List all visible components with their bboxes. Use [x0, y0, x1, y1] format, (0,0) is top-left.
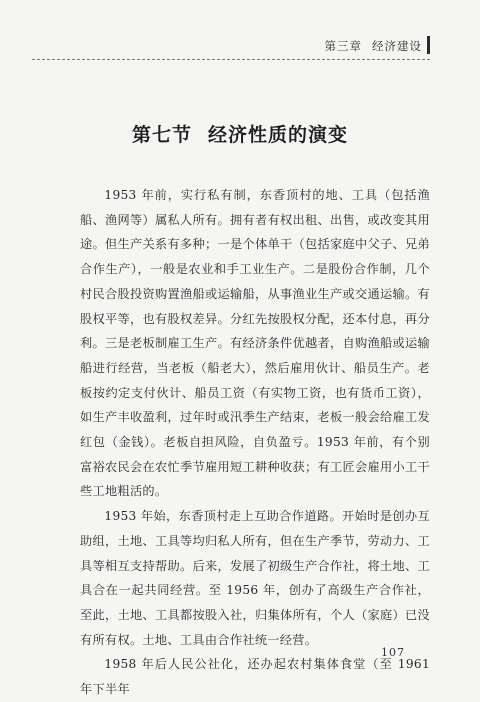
paragraph: 1953 年前，实行私有制，东香顶村的地、工具（包括渔船、渔网等）属私人所有。拥有者有权出租、出售，或改变其用途。但生产关系有多种；一是个体单干（包括家庭中父子、兄弟合作生产），一般是农业和手工业生产。二是股份合作制，几个村民合股投资购置渔船或运输船，从事渔业生产或交通运输。有股权平等，也有股权差异。分红先按股权分配，还本付息，再分利。三是老板制雇工生产。有经济条件优越者，自购渔船或运输船进行经营，当老板（船老大），然后雇用伙计、船员生产。老板按约定支付伙计、船员工资（有实物工资，也有货币工资），如生产丰收盈利，过年时或汛季生产结束，老板一般会给雇工发红包（金钱）。老板自担风险，自负盈亏。1953 年前，有个别富裕农民会在农忙季节雇用短工耕种收获；有工匠会雇用小工干些工地粗活的。: [80, 188, 430, 499]
paragraph: 1953 年始，东香顶村走上互助合作道路。开始时是创办互助组，土地、工具等均归私人所有，但在生产季节，劳动力、工具等相互支持帮助。后来，发展了初级生产合作社，将土地、工具合在一起共同经营。至 1956 年，创办了高级生产合作社，至此，土地、工具都按股入社，归集体所有，个人（家庭）已没有所有权。土地、工具由合作社统一经营。: [80, 509, 430, 647]
body-text: [80, 183, 430, 702]
section-title: 经济性质的演变: [208, 124, 349, 146]
header-chapter: 第三章: [324, 39, 362, 53]
running-header: [325, 38, 423, 54]
paragraph: 1958 年后人民公社化，还办起农村集体食堂（至 1961 年下半年: [80, 657, 430, 697]
header-bar: [427, 36, 430, 54]
header-rule: [32, 59, 430, 60]
header-section-title: 经济建设: [372, 39, 422, 53]
section-heading: [0, 120, 480, 147]
page-number: 107: [381, 646, 405, 659]
section-number: 第七节: [131, 124, 192, 146]
